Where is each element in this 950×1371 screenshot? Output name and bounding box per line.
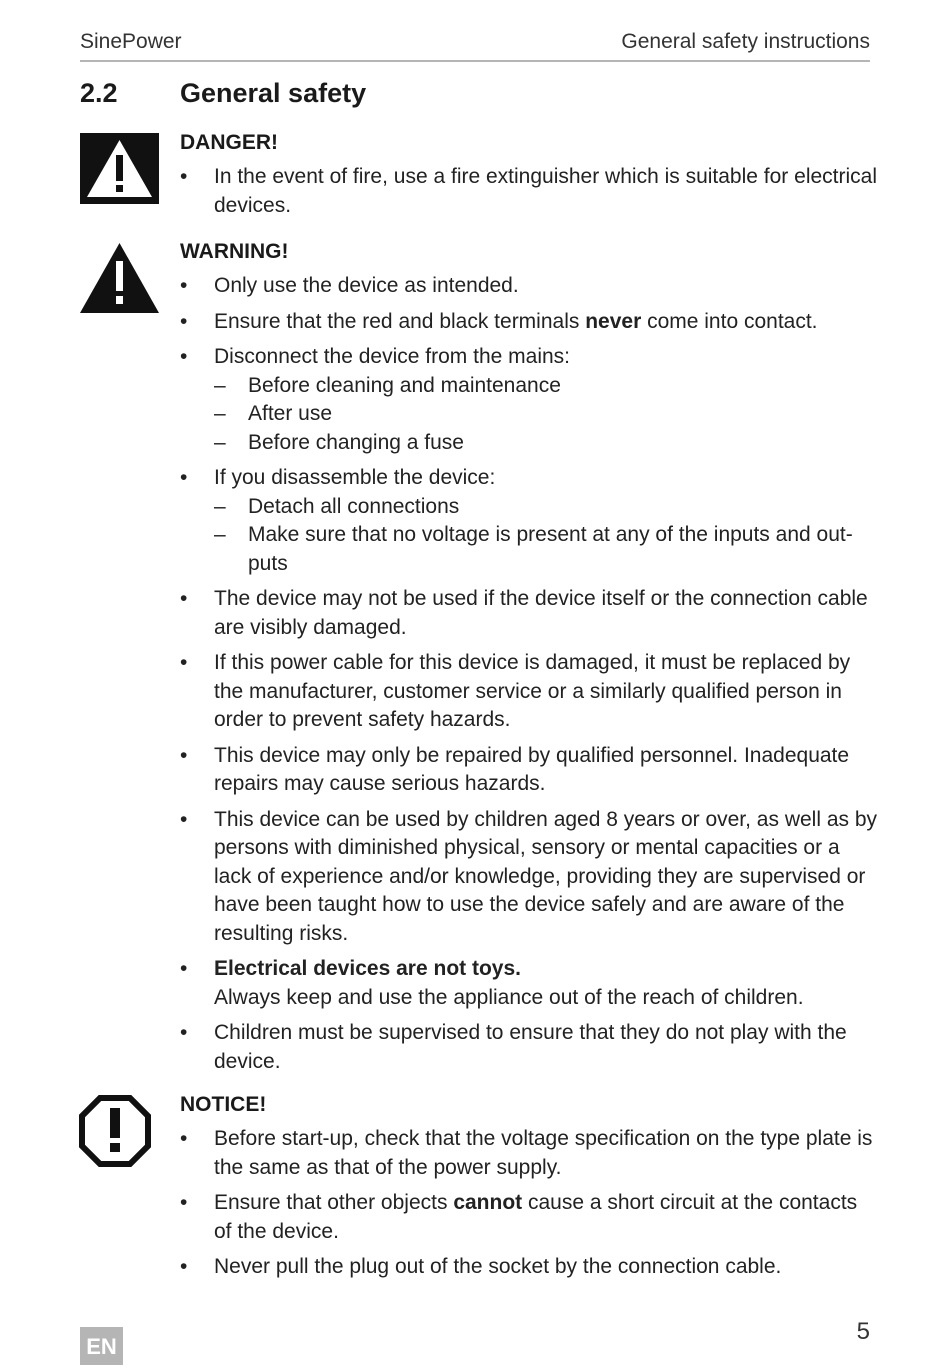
- warning-block: [180, 238, 880, 1083]
- text-fragment: come into contact.: [641, 309, 818, 333]
- section-title: General safety: [180, 78, 367, 108]
- sub-list-item: – Before changing a fuse: [214, 429, 880, 458]
- list-item-text: • If you disassemble the device:: [214, 466, 496, 489]
- emphasis-text: • Electrical devices are not toys.: [214, 957, 521, 980]
- list-item: • This device may only be repaired by qualified personnel. Inadequate repairs may cause serious hazards.: [180, 742, 880, 799]
- list-item: [180, 343, 880, 457]
- list-item: • The device may not be used if the device itself or the connection cable are visibly damaged.: [180, 585, 880, 642]
- language-badge: EN: [80, 1327, 123, 1365]
- list-item: • Children must be supervised to ensure that they do not play with the device.: [180, 1019, 880, 1076]
- page-number: 5: [856, 1318, 870, 1345]
- notice-octagon-icon: [79, 1095, 151, 1167]
- list-item: • Only use the device as intended.: [180, 272, 880, 301]
- text-fragment: Ensure that other objects: [214, 1191, 454, 1214]
- list-item: [180, 464, 880, 578]
- list-item: • In the event of fire, use a fire extinguisher which is suitable for electrical devices.: [180, 163, 880, 220]
- list-item: • If this power cable for this device is damaged, it must be replaced by the manufacturer, customer service or a similarly qualified person in order to prevent safety hazards.: [180, 649, 880, 735]
- list-item-text: • Disconnect the device from the mains:: [214, 345, 570, 368]
- list-item: [180, 308, 880, 337]
- list-item: • Never pull the plug out of the socket by the connection cable.: [180, 1253, 880, 1282]
- list-item: • This device can be used by children aged 8 years or over, as well as by persons with diminished physical, sensory or mental capacities or a lack of experience and/or knowledge, providing they are supervised or have been taught how to use the device safely and are aware of the resulting risks.: [180, 806, 880, 949]
- header-brand: SinePower: [80, 30, 182, 53]
- notice-title: NOTICE!: [180, 1093, 267, 1116]
- warning-triangle-icon: [79, 242, 160, 314]
- header-section: General safety instructions: [621, 30, 870, 53]
- sub-list-item: – Detach all connections: [214, 493, 880, 522]
- list-item: [180, 1189, 880, 1246]
- sub-list-item: – After use: [214, 400, 880, 429]
- warning-triangle-filled-icon: [80, 133, 159, 204]
- notice-block: [180, 1091, 880, 1289]
- danger-block: [180, 129, 880, 227]
- text-fragment: cause a short circuit at the contacts of the device.: [214, 1191, 858, 1243]
- emphasis-text: never: [585, 309, 642, 333]
- list-item: [180, 955, 880, 1012]
- list-item-text: Always keep and use the appliance out of the reach of children.: [214, 985, 804, 1009]
- section-number: 2.2: [80, 78, 118, 108]
- sub-list-item: – Before cleaning and maintenance: [214, 372, 880, 401]
- page-header: [80, 28, 870, 62]
- sub-list-item: – Make sure that no voltage is present at any of the inputs and out-puts: [214, 521, 880, 578]
- warning-title: WARNING!: [180, 240, 289, 263]
- danger-title: DANGER!: [180, 131, 278, 154]
- list-item: • Before start-up, check that the voltage specification on the type plate is the same as that of the power supply.: [180, 1125, 880, 1182]
- emphasis-text: cannot: [453, 1191, 523, 1214]
- text-fragment: Ensure that the red and black terminals: [214, 309, 586, 333]
